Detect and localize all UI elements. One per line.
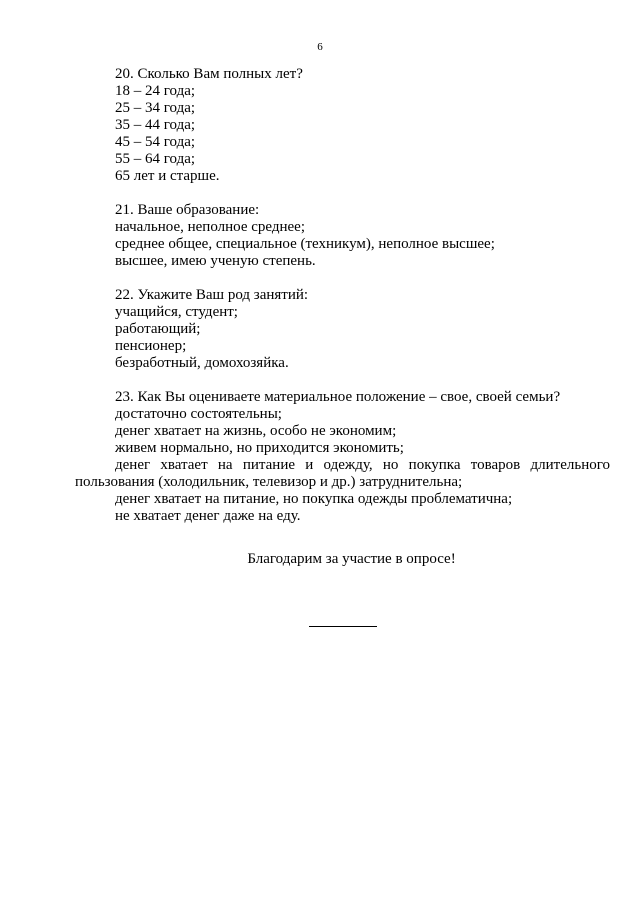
question-22 — [75, 287, 610, 372]
answer-option: среднее общее, специальное (техникум), неполное высшее; — [115, 236, 495, 252]
question-title: 20. Сколько Вам полных лет? — [115, 66, 303, 82]
questionnaire-body — [75, 66, 610, 568]
answer-option: 35 – 44 года; — [115, 117, 196, 133]
question-title: 21. Ваше образование: — [115, 202, 260, 218]
answer-option: денег хватает на жизнь, особо не экономим; — [115, 423, 397, 439]
page-number: 6 — [317, 41, 323, 53]
question-title: 23. Как Вы оцениваете материальное положение – свое, своей семьи? — [115, 389, 561, 405]
answer-option: начальное, неполное среднее; — [115, 219, 305, 235]
answer-option: 25 – 34 года; — [115, 100, 196, 116]
answer-option: денег хватает на питание, но покупка одежды проблематична; — [115, 491, 513, 507]
closing-thanks: Благодарим за участие в опросе! — [247, 551, 456, 567]
answer-option: учащийся, студент; — [115, 304, 238, 320]
question-21 — [75, 202, 610, 270]
answer-option: высшее, имею ученую степень. — [115, 253, 316, 269]
answer-option: живем нормально, но приходится экономить; — [115, 440, 404, 456]
answer-option: работающий; — [115, 321, 201, 337]
answer-option: 65 лет и старше. — [115, 168, 220, 184]
answer-option: 55 – 64 года; — [115, 151, 196, 167]
answer-option: безработный, домохозяйка. — [115, 355, 289, 371]
answer-option: 45 – 54 года; — [115, 134, 196, 150]
answer-option: пенсионер; — [115, 338, 187, 354]
answer-option: 18 – 24 года; — [115, 83, 196, 99]
separator-line — [309, 626, 377, 627]
answer-option: денег хватает на питание и одежду, но покупка товаров длительного пользования (холодильник, телевизор и др.) затруднительна; — [75, 457, 610, 490]
question-title: 22. Укажите Ваш род занятий: — [115, 287, 309, 303]
answer-option: не хватает денег даже на еду. — [115, 508, 301, 524]
answer-option: достаточно состоятельны; — [115, 406, 282, 422]
question-23 — [75, 389, 610, 525]
question-20 — [75, 66, 610, 185]
